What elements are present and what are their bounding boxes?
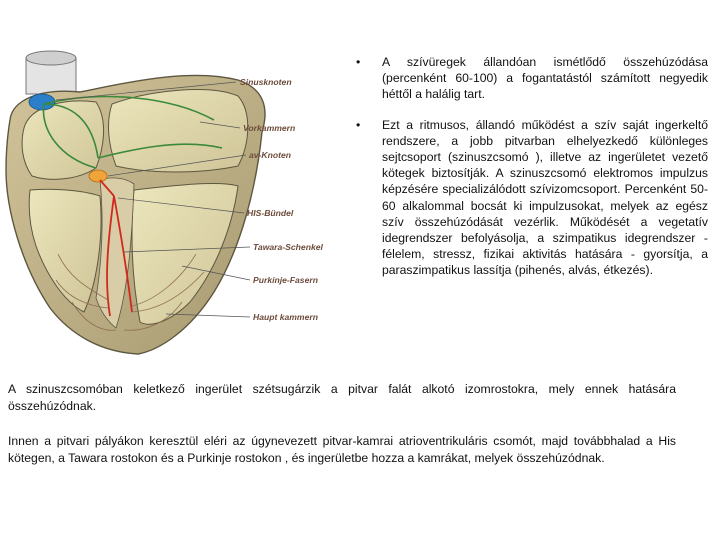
heart-conduction-illustration — [0, 40, 340, 375]
ventricle-chamber-right — [29, 189, 101, 312]
bullet-item — [356, 117, 708, 279]
left-atrium-chamber — [109, 90, 248, 172]
label-sinusknoten: Sinusknoten — [240, 77, 292, 87]
bullet-list — [356, 54, 708, 279]
label-tawara-schenkel: Tawara-Schenkel — [253, 242, 323, 252]
label-purkinje-fasern: Purkinje-Fasern — [253, 275, 318, 285]
paragraph-sinus-spread: A szinuszcsomóban keletkező ingerület szétsugárzik a pitvar falát alkotó izomrostokra, mely ennek hatására összehúzódnak. — [8, 382, 676, 413]
label-haupt-kammern: Haupt kammern — [253, 312, 318, 322]
av-node-marker — [89, 170, 107, 182]
bullet-marker: • — [356, 55, 361, 69]
aorta-tube — [26, 51, 76, 94]
bullet-text: Ezt a ritmusos, állandó működést a szív saját ingerkeltő rendszere, a jobb pitvarban elhelyezkedő különleges sejtcsoport (szinuszcsomó ), illetve az ingerületet vezető kötegek biztosítják. A szinuszcsomó elektromos impulzus képzésére specializálódott szívizomcsoport. Percenként 50-60 alkalommal bocsát ki impulzusokat, melyek az egész szív összehúzódását vezérlik. Működését a vegetatív idegrendszer befolyásolja, a szimpatikus idegrendszer - félelem, stressz, fizikai aktivitás hatására - gyorsítja, a paraszimpatikus lassítja (pihenés, alvás, étkezés). — [382, 117, 708, 278]
bullet-text: A szívüregek állandóan ismétlődő összehúzódása (percenként 60-100) a fogantatástól számított negyedik héttől a halálig tart. — [382, 55, 708, 102]
bullet-item — [356, 54, 708, 103]
right-atrium-chamber — [22, 101, 104, 179]
label-av-knoten: av-Knoten — [249, 150, 292, 160]
label-vorkammern: Vorkammern — [243, 123, 296, 133]
label-his-bundel: HIS-Bündel — [247, 208, 294, 218]
bullet-marker: • — [356, 117, 361, 132]
paragraph-av-conduction: Innen a pitvari pályákon keresztül eléri az úgynevezett pitvar-kamrai atrioventrikuláris csomót, majd továbbhalad a His kötegen, a Tawara rostokon és a Purkinje rostokon , és ingerületbe hozza a kamrákat, melyek összehúzódnak. — [8, 434, 676, 465]
